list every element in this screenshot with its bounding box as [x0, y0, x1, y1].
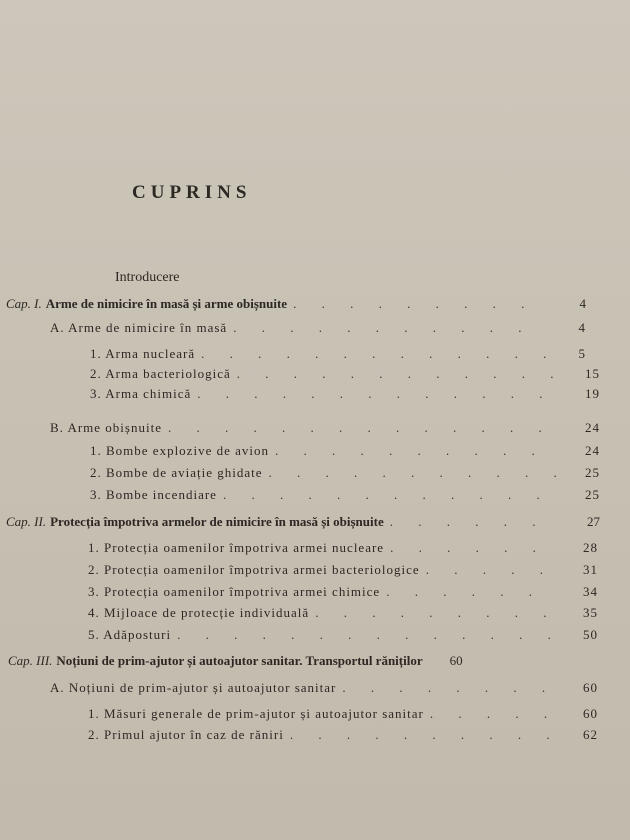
toc-entry-section-b [50, 420, 600, 436]
toc-entry-cap-3 [8, 653, 602, 669]
toc-entry-item [88, 605, 598, 621]
toc-entry-item [88, 562, 598, 578]
entry-label: 3. Arma chimică [90, 386, 192, 401]
toc-entry-item [90, 465, 600, 481]
entry-label: 1. Arma nucleară [90, 346, 196, 361]
toc-entry-item [90, 487, 600, 503]
page-number: 5 [578, 346, 586, 361]
entry-label: 1. Măsuri generale de prim-ajutor și autoajutor sanitar [88, 706, 424, 721]
page-number: 60 [583, 706, 598, 721]
entry-label: A. Noțiuni de prim-ajutor și autoajutor sanitar [50, 680, 337, 695]
dot-leader [390, 514, 560, 530]
entry-label: Arme de nimicire în masă și arme obișnuite [45, 296, 288, 311]
dot-leader [177, 627, 558, 643]
page-number: 25 [585, 465, 600, 480]
toc-entry-item [88, 627, 598, 643]
toc-entry-item [88, 727, 598, 743]
toc-entry-item [90, 443, 600, 459]
toc-entry-item [90, 386, 600, 402]
chapter-prefix: Cap. III. [8, 653, 53, 668]
page-number: 31 [583, 562, 598, 577]
entry-label: 3. Bombe incendiare [90, 487, 217, 502]
entry-label: 5. Adăposturi [88, 627, 172, 642]
chapter-prefix: Cap. I. [6, 296, 42, 311]
toc-entry-item [90, 346, 586, 362]
toc-entry-item [90, 366, 600, 382]
entry-label: A. Arme de nimicire în masă [50, 320, 228, 335]
dot-leader [426, 562, 558, 578]
entry-label: 2. Protecția oamenilor împotriva armei bacteriologice [88, 562, 420, 577]
entry-label: B. Arme obișnuite [50, 420, 162, 435]
page-number: 4 [579, 296, 586, 311]
dot-leader [386, 584, 558, 600]
entry-label: Protecția împotriva armelor de nimicire în masă și obișnuite [50, 514, 384, 529]
dot-leader [290, 727, 558, 743]
dot-leader [168, 420, 560, 436]
chapter-prefix: Cap. II. [6, 514, 47, 529]
entry-label: 2. Bombe de aviație ghidate [90, 465, 263, 480]
toc-entry-cap-2 [6, 514, 600, 530]
dot-leader [293, 296, 546, 312]
page-number: 34 [583, 584, 598, 599]
page-number: 24 [585, 443, 600, 458]
toc-entry-item [88, 706, 598, 722]
page-number: 19 [585, 386, 600, 401]
dot-leader [237, 366, 560, 382]
intro-heading: Introducere [115, 270, 180, 285]
dot-leader [223, 487, 560, 503]
toc-entry-cap-1 [6, 296, 586, 312]
dot-leader [430, 706, 558, 722]
page-number: 24 [585, 420, 600, 435]
page-number: 4 [578, 320, 586, 335]
dot-leader [315, 605, 558, 621]
page-number: 62 [583, 727, 598, 742]
entry-label: 1. Protecția oamenilor împotriva armei nucleare [88, 540, 385, 555]
dot-leader [342, 680, 558, 696]
entry-label: 4. Mijloace de protecție individuală [88, 605, 310, 620]
toc-entry-section-a [50, 320, 586, 336]
dot-leader [268, 465, 560, 481]
entry-label: Noțiuni de prim-ajutor și autoajutor sanitar. Transportul răniților [56, 653, 423, 668]
entry-label: 2. Arma bacteriologică [90, 366, 231, 381]
page-number: 28 [583, 540, 598, 555]
page-number: 50 [583, 627, 598, 642]
toc-entry-section-a [50, 680, 598, 696]
dot-leader [201, 346, 546, 362]
page-number: 25 [585, 487, 600, 502]
entry-label: 1. Bombe explozive de avion [90, 443, 269, 458]
page-number: 15 [585, 366, 600, 381]
entry-label: 2. Primul ajutor în caz de răniri [88, 727, 284, 742]
dot-leader [275, 443, 560, 459]
toc-entry-item [88, 540, 598, 556]
dot-leader [197, 386, 560, 402]
dot-leader [233, 320, 546, 336]
page-number: 60 [583, 680, 598, 695]
page-title: CUPRINS [132, 182, 252, 203]
entry-label: 3. Protecția oamenilor împotriva armei chimice [88, 584, 381, 599]
page-number: 27 [587, 514, 600, 529]
page-number: 60 [449, 653, 463, 668]
toc-entry-item [88, 584, 598, 600]
dot-leader [390, 540, 558, 556]
page-number: 35 [583, 605, 598, 620]
